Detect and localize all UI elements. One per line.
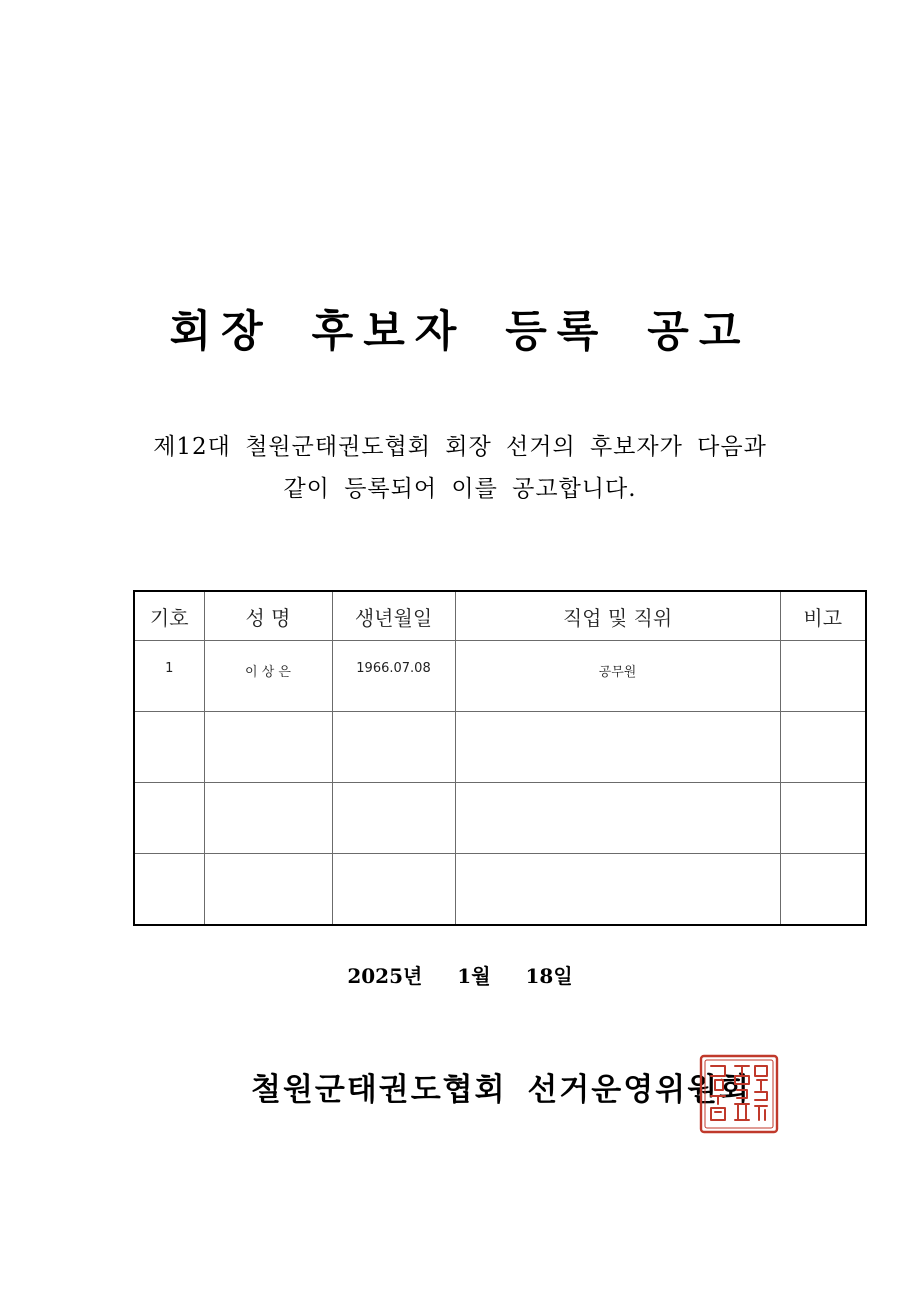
date-month: 1월 (457, 964, 491, 988)
notice-date (0, 960, 920, 989)
cell-number (134, 854, 204, 926)
cell-text (333, 783, 455, 803)
table-row (134, 641, 866, 712)
intro-text-line-2: 같이 등록되어 이를 공고합니다. (283, 476, 637, 502)
date-day: 18일 (525, 964, 573, 988)
cell-number (134, 712, 204, 783)
cell-birthdate (332, 783, 455, 854)
cell-occupation (455, 712, 780, 783)
table-header-row (134, 591, 866, 641)
cell-name (204, 854, 332, 926)
cell-occupation (455, 783, 780, 854)
table-row (134, 783, 866, 854)
cell-birthdate (332, 712, 455, 783)
cell-text (781, 641, 866, 661)
cell-text (205, 712, 332, 732)
cell-name (204, 641, 332, 712)
cell-name (204, 712, 332, 783)
cell-remarks (780, 854, 866, 926)
cell-text: 1966.07.08 (356, 661, 431, 676)
cell-text (456, 854, 780, 874)
cell-text (135, 712, 204, 732)
cell-text (781, 712, 866, 732)
notice-title: 회장 후보자 등록 공고 (169, 307, 751, 357)
candidate-table (133, 590, 867, 926)
header-remarks: 비고 (780, 591, 866, 641)
cell-number (134, 641, 204, 712)
cell-text (135, 783, 204, 803)
table-row (134, 712, 866, 783)
cell-occupation (455, 641, 780, 712)
intro-text-line-1: 제12대 철원군태권도협회 회장 선거의 후보자가 다음과 (153, 434, 767, 460)
header-occupation: 직업 및 직위 (455, 591, 780, 641)
cell-name (204, 783, 332, 854)
cell-remarks (780, 641, 866, 712)
header-name: 성 명 (204, 591, 332, 641)
cell-text: 이 상 은 (245, 665, 291, 680)
official-seal-icon (697, 1052, 781, 1136)
cell-text: 공무원 (598, 665, 637, 680)
header-birthdate: 생년월일 (332, 591, 455, 641)
cell-text (456, 712, 780, 732)
cell-text (135, 854, 204, 874)
cell-occupation (455, 854, 780, 926)
cell-text (205, 854, 332, 874)
cell-text: 1 (165, 661, 174, 676)
header-number: 기호 (134, 591, 204, 641)
committee-name: 철원군태권도협회 선거운영위원회 (251, 1072, 751, 1108)
table-row (134, 854, 866, 926)
cell-text (205, 783, 332, 803)
cell-birthdate (332, 854, 455, 926)
cell-text (781, 783, 866, 803)
cell-text (333, 712, 455, 732)
cell-text (781, 854, 866, 874)
date-year: 2025년 (347, 964, 423, 988)
cell-number (134, 783, 204, 854)
cell-remarks (780, 712, 866, 783)
cell-remarks (780, 783, 866, 854)
cell-text (333, 854, 455, 874)
cell-birthdate (332, 641, 455, 712)
cell-text (456, 783, 780, 803)
